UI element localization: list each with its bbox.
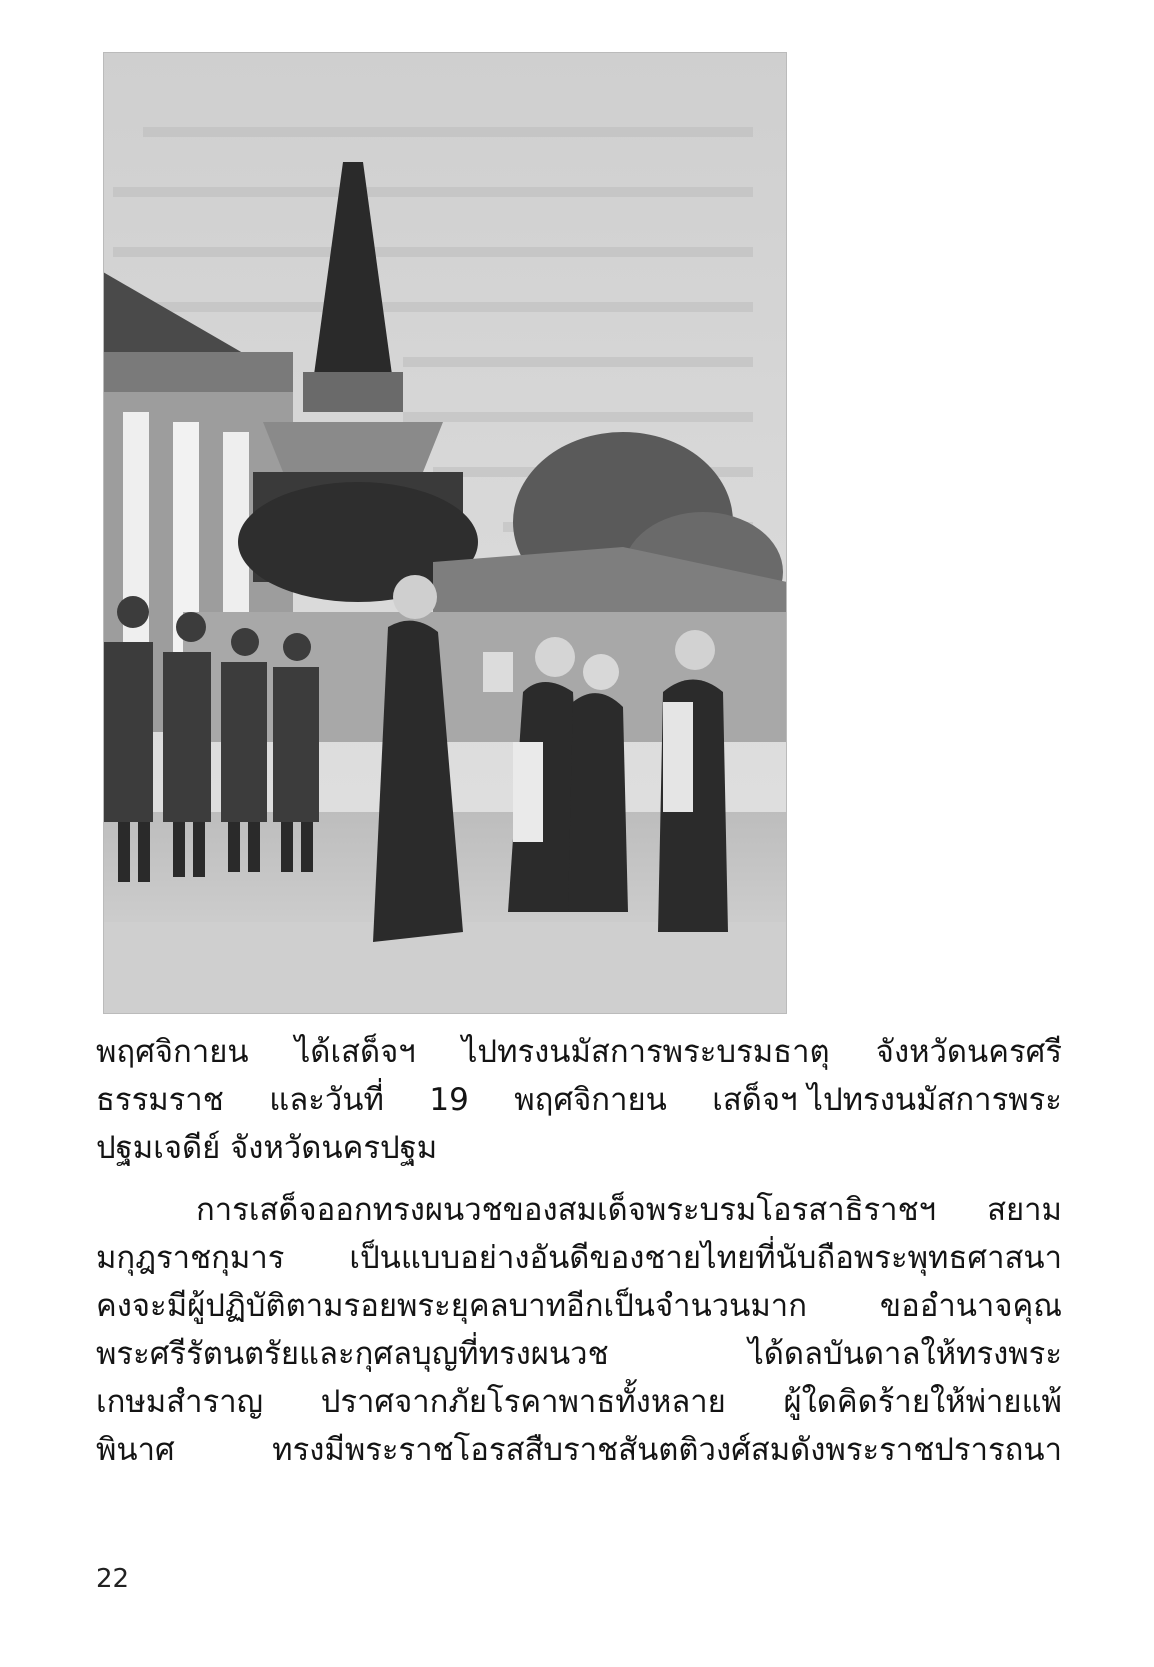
text-fragment: ทรงมีพระราชโอรสสืบราชสันตติวงศ์สมดังพระราชปรารถนา <box>272 1432 1062 1468</box>
text-fragment: พระศรีรัตนตรัยและกุศลบุญที่ทรงผนวช <box>96 1336 609 1372</box>
paragraph1-line2 <box>96 1076 1062 1124</box>
paragraph2-line5 <box>96 1378 1062 1426</box>
text-fragment: ได้เสด็จฯ <box>294 1034 416 1070</box>
paragraph2-line3 <box>96 1282 1062 1330</box>
paragraph1-line1 <box>96 1028 1062 1076</box>
text-fragment: ผู้ใดคิดร้ายให้พ่ายแพ้ <box>783 1384 1062 1420</box>
text-fragment: พฤศจิกายน <box>514 1082 667 1118</box>
paragraph2-line4 <box>96 1330 1062 1378</box>
text-fragment: มกุฎราชกุมาร <box>96 1240 285 1276</box>
photograph <box>103 52 787 1014</box>
text-fragment: จังหวัดนครศรี <box>875 1034 1062 1070</box>
text-fragment: เกษมสำราญ <box>96 1384 264 1420</box>
photograph-icon <box>103 52 787 1014</box>
text-fragment: สยาม <box>987 1192 1062 1228</box>
text-fragment: การเสด็จออกทรงผนวชของสมเด็จพระบรมโอรสาธิราชฯ <box>196 1192 937 1228</box>
text-fragment: ได้ดลบันดาลให้ทรงพระ <box>748 1336 1062 1372</box>
text-fragment: ไปทรงนมัสการพระบรมธาตุ <box>461 1034 830 1070</box>
paragraph2-line6 <box>96 1426 1062 1474</box>
paragraph2-line1 <box>96 1186 1062 1234</box>
text-fragment: 19 <box>429 1082 469 1118</box>
body-text <box>96 1028 1062 1474</box>
page-number: 22 <box>96 1564 130 1594</box>
text-fragment: ปราศจากภัยโรคาพาธทั้งหลาย <box>320 1384 726 1420</box>
paragraph1-line3: ปฐมเจดีย์ จังหวัดนครปฐม <box>96 1130 438 1166</box>
text-fragment: เสด็จฯ ไปทรงนมัสการพระ <box>712 1082 1062 1118</box>
text-fragment: เป็นแบบอย่างอันดีของชายไทยที่นับถือพระพุทธศาสนา <box>349 1240 1062 1276</box>
text-fragment: ธรรมราช <box>96 1082 224 1118</box>
paragraph2-line2 <box>96 1234 1062 1282</box>
text-fragment: และวันที่ <box>269 1082 384 1118</box>
text-fragment: ขออำนาจคุณ <box>879 1288 1062 1324</box>
text-fragment: พฤศจิกายน <box>96 1034 249 1070</box>
text-fragment: คงจะมีผู้ปฏิบัติตามรอยพระยุคลบาทอีกเป็นจำนวนมาก <box>96 1288 807 1324</box>
text-fragment: พินาศ <box>96 1432 175 1468</box>
